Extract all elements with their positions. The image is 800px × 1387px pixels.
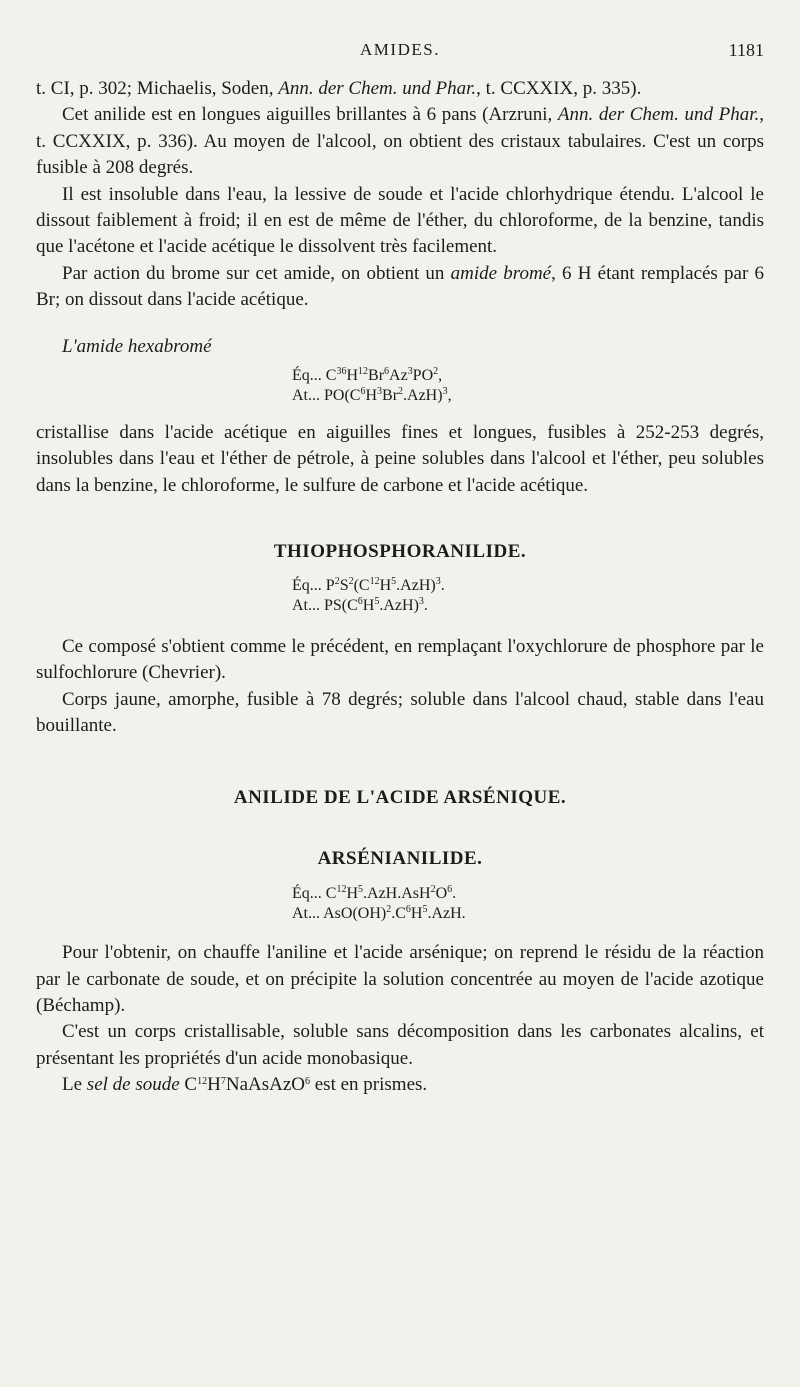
formula-label: Éq... bbox=[292, 576, 322, 594]
formula-equivalent-line: Éq... $C^{36}H^{12}Br^6Az^3PO^2$, bbox=[292, 366, 443, 385]
formula-label: At... bbox=[292, 596, 320, 614]
paragraph-text: , 6 H étant remplacés par 6 Br; on dissout dans l'acide acétique. bbox=[36, 262, 764, 311]
page-body bbox=[36, 76, 764, 1099]
formula-hexabromide bbox=[292, 366, 764, 406]
paragraph-sodium-salt bbox=[36, 1072, 764, 1098]
formula-arsenianilide bbox=[292, 884, 764, 924]
compound-name: amide bromé bbox=[450, 262, 552, 284]
paragraph-solubility: Il est insoluble dans l'eau, la lessive de soude et l'acide chlorhydrique étendu. L'alcool le dissout faiblement à froid; il en est de même de l'éther, du chloroforme, de la benzine, tandis que l'acétone et l'acide acétique le dissolvent très facilement. bbox=[36, 183, 764, 258]
heading-compound: amide hexabromé bbox=[76, 335, 212, 357]
heading-article: L' bbox=[62, 335, 77, 357]
paragraph-hexabromide-properties: cristallise dans l'acide acétique en aiguilles fines et longues, fusibles à 252-253 degrés, insolubles dans l'eau et l'éther de pétrole, à peine solubles dans l'alcool et l'éther, peu solubles dans la benzine, le chloroforme, le sulfure de carbone et l'acide acétique. bbox=[36, 422, 764, 496]
formula-label: Éq... bbox=[292, 367, 322, 385]
section-title-arsenianilide: ARSÉNIANILIDE. bbox=[317, 847, 483, 869]
section-title-arsenic-acid-anilide: ANILIDE DE L'ACIDE ARSÉNIQUE. bbox=[233, 787, 567, 809]
formula-equivalent-line: Éq... $C^{12}H^5.AzH.AsH^2O^6$. bbox=[292, 884, 457, 903]
paragraph-thiophosphoranilide-preparation: Ce composé s'obtient comme le précédent, en remplaçant l'oxychlorure de phosphore par le sulfochlorure (Chevrier). bbox=[36, 635, 764, 684]
formula-thiophosphoranilide bbox=[292, 576, 764, 616]
section-title-thiophosphoranilide: THIOPHOSPHORANILIDE. bbox=[273, 541, 527, 563]
page-header bbox=[0, 40, 800, 70]
formula-equivalent-line: Éq... $P^2S^2(C^{12}H^5.AzH)^3$. bbox=[292, 575, 445, 594]
paragraph-text: , t. CCXXIX, p. 335). bbox=[476, 78, 642, 99]
paragraph-text: t. CI, p. 302; Michaelis, Soden, bbox=[36, 78, 279, 99]
paragraph-text: est en prismes. bbox=[310, 1074, 428, 1096]
formula-atomic-line: At... $PS(C^6H^5.AzH)^3$. bbox=[292, 595, 428, 614]
formula-atomic-line: At... $PO(C^6H^3Br^2.AzH)^3$, bbox=[292, 386, 452, 405]
formula-label: At... bbox=[292, 905, 320, 923]
formula-label: At... bbox=[292, 387, 320, 405]
paragraph-text: Le bbox=[62, 1074, 87, 1096]
sodium-salt-formula: $C^{12}H^7NaAsAzO^6$ bbox=[184, 1074, 310, 1096]
paragraph-reference-continuation bbox=[36, 76, 764, 102]
paragraph-text: , t. CCXXIX, p. 336). Au moyen de l'alcool, on obtient des cristaux tabulaires. C'est un corps fusible à 208 degrés. bbox=[36, 104, 764, 179]
paragraph-thiophosphoranilide-properties: Corps jaune, amorphe, fusible à 78 degrés; soluble dans l'alcool chaud, stable dans l'eau bouillante. bbox=[36, 688, 764, 736]
formula-label: Éq... bbox=[292, 885, 322, 903]
journal-title: Ann. der Chem. und Phar. bbox=[557, 104, 760, 126]
compound-heading-hexabromide bbox=[36, 334, 764, 360]
compound-name: sel de soude bbox=[86, 1074, 180, 1096]
running-title: AMIDES. bbox=[360, 40, 440, 59]
paragraph-text: Cet anilide est en longues aiguilles brillantes à 6 pans (Arzruni, bbox=[62, 104, 558, 126]
paragraph-arsenianilide-properties: C'est un corps cristallisable, soluble sans décomposition dans les carbonates alcalins, et présentant les propriétés d'un acide monobasique. bbox=[36, 1021, 764, 1069]
paragraph-text: Par action du brome sur cet amide, on obtient un bbox=[62, 262, 451, 284]
page-number: 1181 bbox=[728, 40, 764, 60]
paragraph-bromination bbox=[36, 261, 764, 314]
paragraph-crystal-form bbox=[36, 102, 764, 181]
formula-atomic-line: At... $AsO(OH)^2.C^6H^5.AzH$. bbox=[292, 904, 466, 923]
journal-title: Ann. der Chem. und Phar. bbox=[278, 78, 477, 99]
paragraph-arsenianilide-preparation: Pour l'obtenir, on chauffe l'aniline et l'acide arsénique; on reprend le résidu de la réaction par le carbonate de soude, et on précipite la solution concentrée au moyen de l'acide azotique (Béchamp). bbox=[36, 942, 764, 1016]
